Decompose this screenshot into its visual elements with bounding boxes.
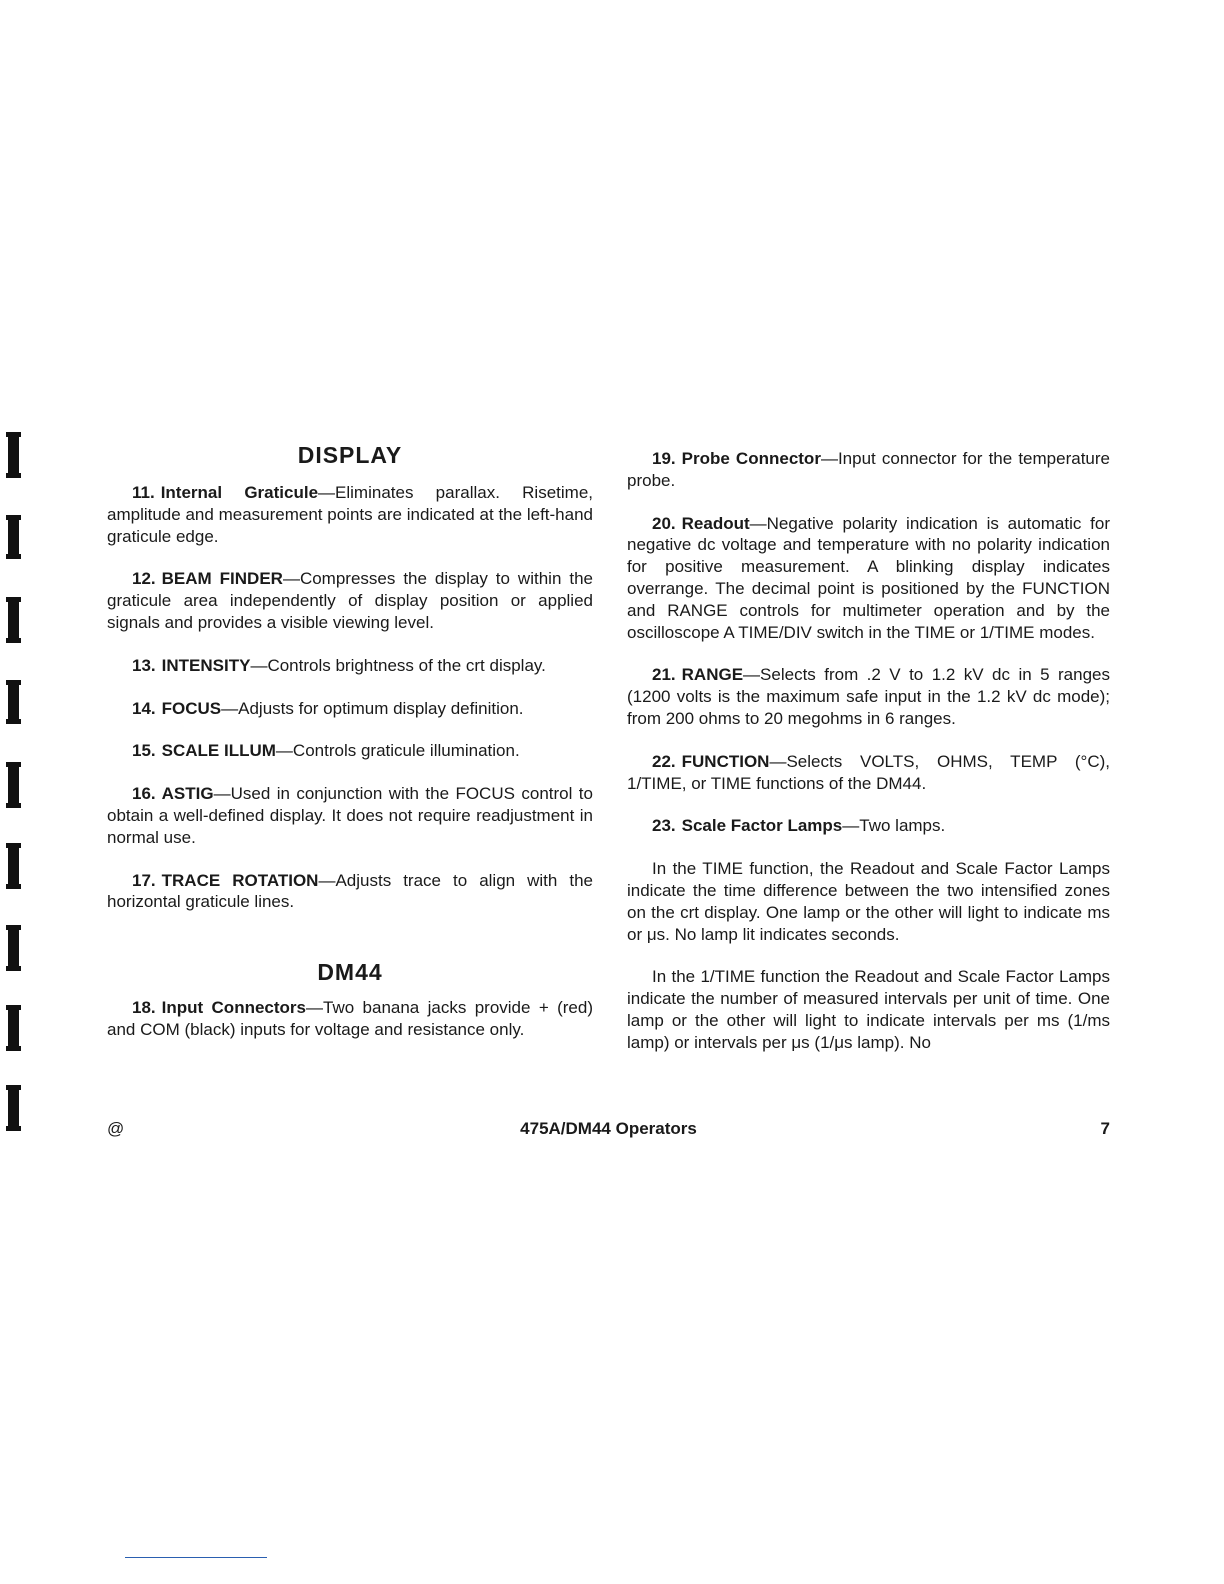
item-term: FOCUS	[161, 698, 222, 718]
item-term: BEAM FINDER	[161, 569, 283, 589]
item-term: FUNCTION	[681, 751, 770, 771]
binding-mark	[8, 762, 19, 808]
item-number: 13.	[132, 655, 156, 675]
item-number: 19.	[652, 449, 676, 468]
item-23	[627, 815, 1110, 837]
item-text: —Used in conjunction with the FOCUS control to obtain a well-defined display. It does not require readjustment in normal use.	[107, 784, 593, 847]
item-term: Internal Graticule	[160, 483, 319, 502]
section-title-dm44: DM44	[317, 959, 383, 986]
item-text: —Controls brightness of the crt display.	[250, 655, 546, 675]
item-number: 16.	[132, 784, 156, 804]
item-term: SCALE ILLUM	[161, 741, 276, 761]
paragraph-1-time-function: In the 1/TIME function the Readout and Scale Factor Lamps indicate the number of measured intervals per unit of time. One lamp or the other will light to indicate intervals per ms (1/ms lamp) or intervals per μs (1/μs lamp). No	[627, 967, 1110, 1052]
item-text: —Two banana jacks provide + (red) and COM (black) inputs for voltage and resistance only.	[107, 998, 593, 1039]
item-12	[107, 568, 593, 633]
item-term: TRACE ROTATION	[161, 870, 319, 890]
item-number: 20.	[652, 513, 676, 533]
item-17	[107, 870, 593, 914]
item-text: —Negative polarity indication is automatic for negative dc voltage and temperature with no polarity indication for positive measurement. A blinking display indicates overrange. The decimal point is positioned by the FUNCTION and RANGE controls for multimeter operation and by the oscilloscope A TIME/DIV switch in the TIME or 1/TIME modes.	[627, 513, 1110, 642]
item-term: Probe Connector	[681, 449, 821, 468]
item-text: —Selects VOLTS, OHMS, TEMP (°C), 1/TIME, or TIME functions of the DM44.	[627, 751, 1110, 793]
binding-mark	[8, 843, 19, 889]
page-footer	[107, 1119, 1110, 1143]
item-text: —Selects from .2 V to 1.2 kV dc in 5 ranges (1200 volts is the maximum safe input in the 1.2 kV dc mode); from 200 ohms to 20 megohms in 6 ranges.	[627, 665, 1110, 728]
binding-marks	[0, 0, 30, 1584]
item-number: 14.	[132, 698, 156, 718]
item-text: —Adjusts for optimum display definition.	[221, 698, 524, 718]
binding-mark	[8, 1085, 19, 1131]
binding-mark	[8, 515, 19, 559]
item-term: INTENSITY	[161, 655, 251, 675]
item-term: RANGE	[681, 665, 744, 685]
item-number: 23.	[652, 816, 676, 836]
item-20	[627, 513, 1110, 644]
item-13	[107, 655, 593, 677]
right-column	[627, 448, 1110, 1075]
item-14	[107, 698, 593, 720]
item-number: 22.	[652, 751, 676, 771]
item-text: —Adjusts trace to align with the horizontal graticule lines.	[107, 870, 593, 912]
item-term: ASTIG	[161, 784, 214, 804]
item-text: —Compresses the display to within the graticule area independently of display position or applied signals and provides a visible viewing level.	[107, 569, 593, 632]
item-text: —Two lamps.	[842, 816, 946, 836]
item-term: Input Connectors	[161, 998, 306, 1018]
item-number: 18.	[132, 998, 156, 1018]
item-text: —Controls graticule illumination.	[275, 741, 520, 761]
footer-title: 475A/DM44 Operators	[520, 1119, 697, 1138]
footer-symbol: @	[107, 1119, 125, 1138]
binding-mark	[8, 432, 19, 478]
item-term: Scale Factor Lamps	[681, 816, 843, 836]
item-number: 17.	[132, 870, 156, 890]
binding-mark	[8, 925, 19, 971]
item-text: —Eliminates parallax. Risetime, amplitude and measurement points are indicated at the left-hand graticule edge.	[107, 483, 593, 546]
item-number: 21.	[652, 665, 676, 685]
item-number: 12.	[132, 569, 156, 589]
item-term: Readout	[681, 513, 750, 533]
item-22	[627, 751, 1110, 795]
section-title-display: DISPLAY	[297, 442, 403, 468]
item-number: 11.	[132, 483, 155, 502]
footnote-rule	[125, 1557, 267, 1558]
left-column	[107, 440, 593, 1062]
item-19	[627, 448, 1110, 492]
binding-mark	[8, 597, 19, 643]
item-15	[107, 740, 593, 762]
page-number: 7	[1100, 1119, 1110, 1138]
item-text: —Input connector for the temperature probe.	[627, 449, 1110, 490]
paragraph-time-function: In the TIME function, the Readout and Scale Factor Lamps indicate the time difference between the two intensified zones on the crt display. One lamp or the other will light to indicate ms or μs. No lamp lit indicates seconds.	[627, 859, 1110, 944]
item-16	[107, 783, 593, 848]
item-18	[107, 997, 593, 1041]
item-number: 15.	[132, 741, 156, 761]
item-21	[627, 664, 1110, 729]
item-11	[107, 482, 593, 547]
binding-mark	[8, 1005, 19, 1051]
binding-mark	[8, 680, 19, 724]
